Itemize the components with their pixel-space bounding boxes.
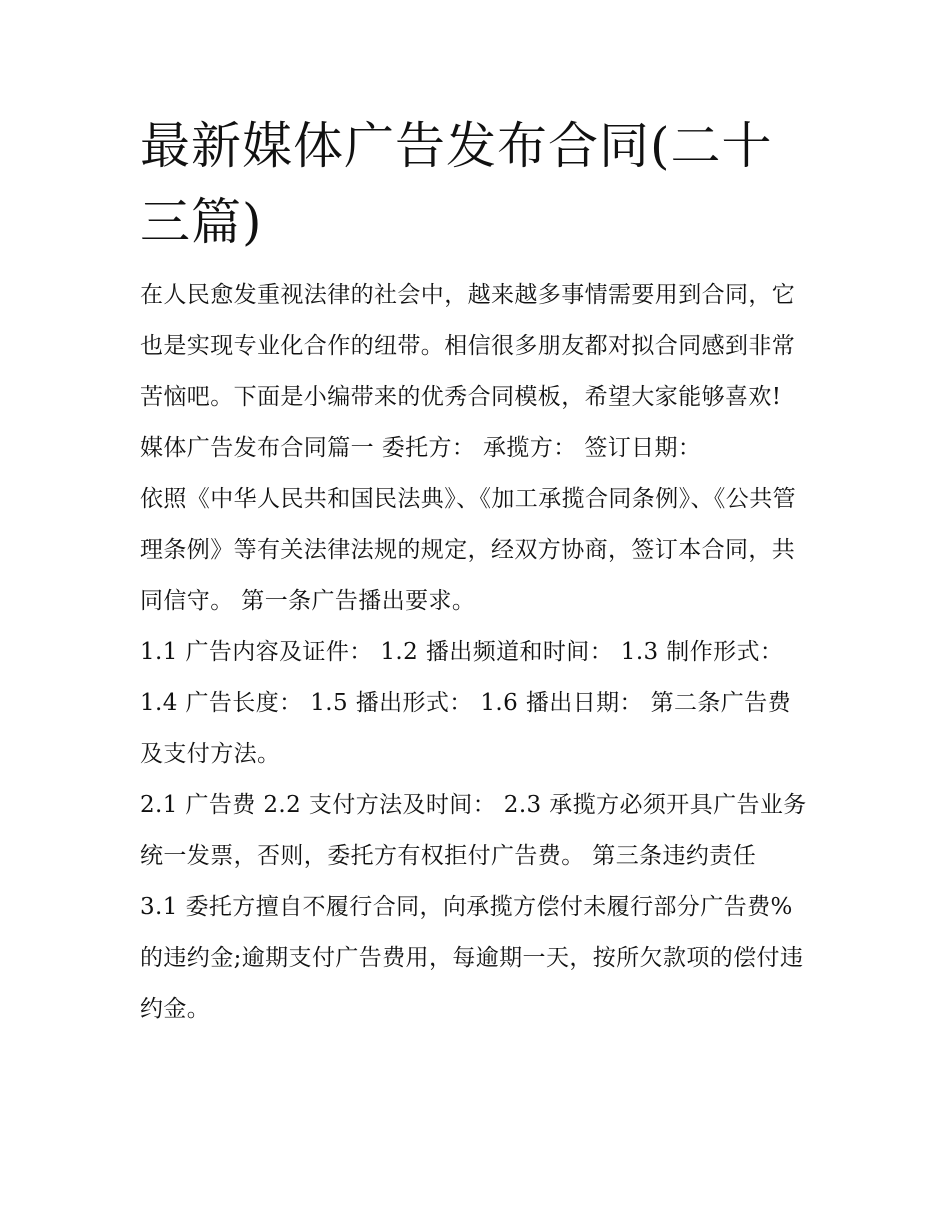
intro-paragraph: 在人民愈发重视法律的社会中，越来越多事情需要用到合同，它也是实现专业化合作的纽带。相信很多朋友都对拟合同感到非常苦恼吧。下面是小编带来的优秀合同模板，希望大家能够喜欢! (140, 282, 796, 410)
document-content (140, 108, 812, 1035)
document-title: 最新媒体广告发布合同(二十三篇) (140, 117, 773, 251)
contract-parties-paragraph: 媒体广告发布合同篇一 委托方： 承揽方： 签订日期： (140, 435, 702, 461)
legal-basis-paragraph: 依照《中华人民共和国民法典》、《加工承揽合同条例》、《公共管理条例》等有关法律法规的规定，经双方协商，签订本合同，共同信守。 第一条广告播出要求。 (140, 486, 796, 614)
payment-terms-paragraph: 2.1 广告费 2.2 支付方法及时间： 2.3 承揽方必须开具广告业务统一发票，否则，委托方有权拒付广告费。 第三条违约责任 (140, 792, 807, 869)
liability-paragraph: 3.1 委托方擅自不履行合同，向承揽方偿付未履行部分广告费%的违约金;逾期支付广告费用，每逾期一天，按所欠款项的偿付违约金。 (140, 894, 804, 1022)
broadcast-requirements-paragraph: 1.1 广告内容及证件： 1.2 播出频道和时间： 1.3 制作形式： 1.4 广告长度： 1.5 播出形式： 1.6 播出日期： 第二条广告费及支付方法。 (140, 639, 791, 767)
